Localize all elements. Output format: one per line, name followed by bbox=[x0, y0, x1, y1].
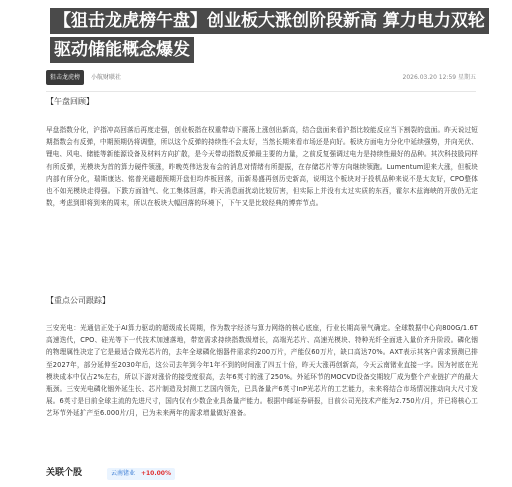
title-line-2: 驱动储能概念爆发 bbox=[50, 37, 194, 63]
author-source[interactable]: 小航财联社 bbox=[91, 74, 122, 81]
section-heading-noon-review: 【午盘回顾】 bbox=[46, 97, 94, 106]
title-line-1: 【狙击龙虎榜午盘】创业板大涨创阶段新高 算力电力双轮 bbox=[50, 8, 489, 34]
column-badge[interactable]: 狙击龙虎榜 bbox=[46, 70, 84, 85]
section-heading-key-company: 【重点公司跟踪】 bbox=[46, 296, 110, 305]
article-meta bbox=[46, 70, 476, 86]
related-stocks-label: 关联个股 bbox=[46, 468, 83, 478]
paragraph-key-company: 三安光电：光通信正处于AI算力驱动的超级成长周期，作为数字经济与算力网络的核心底座，行业长期高景气确定。全球数据中心向800G/1.6T高速迭代，CPO、硅光等下一代技术加速落地，带宽需求持续指数级增长，高端光芯片、高速光模块、特种光纤全面进入量价齐升阶段。磷化铟的物理属性决定了它是最适合做光芯片的，去年全球磷化铟器件需求约200万片，产能仅60万片，缺口高达70%。AXT表示其客户需求预测已排至2027年，部分延伸至2030年后，这公司去年到今年1年不到的时间涨了四五十倍，昨天大涨再创新高，今天云南锗业直接一字。因为衬底在光模块成本中仅占2%左右，所以下游对涨价的接受度很高，去年6英寸的涨了250%。外延环节的MOCVD设备交期较厂成为整个产业链扩产的最大瓶颈。三安光电磷化铟外延生长、芯片制造及封测工艺国内领先，已具备量产6英寸InP光芯片的工艺能力，未来将结合市场情况推动向大尺寸发展。6英寸是目前全球主流的先进尺寸，国内仅有少数企业具备量产能力。根据中邮证券研报，目前公司光技术产能为2.750片/月，并已将核心工艺环节外延扩产至6.000片/月，已为未来两年的需求增量做好准备。 bbox=[46, 324, 478, 418]
stock-change: +10.00% bbox=[140, 470, 171, 477]
publish-datetime: 2026.03.20 12:59 星期五 bbox=[402, 74, 476, 81]
paragraph-noon-review: 早盘指数分化，沪指冲高回落后再度走强，创业板指在权重带动下震荡上涨创出新高，结合盘面来看沪指比较能反应当下割裂的盘面。昨天说过短期指数会有反弹，中期预期仍将调整，所以这个反弹的持续性不会太好，当然长期来看市场还是向好。板块方面电力分化中延续强势，并向光伏、锂电、风电、储能等新能源设备及材料方向扩散，是今天带动指数反弹最主要的力量，之前反复强调过电力是持续性最好的品种。其次科技股同样有所反弹，光模块为首的算力硬件领涨，昨晚英伟达发布会的消息对情绪有所提振，在存储芯片等方向继续领跑。Lumentum迎来大涨，但板块内部有所分化，瑞斯康达、铭普光磁超预期开盘但均炸板回落，而新易盛再创历史新高，说明这个板块对于投机品种来说不是太友好，CPO整体也不如光模块走得强。下跌方面油气、化工集体回落，昨天消息面扰动比较厉害，但实际上并没有太过实质的东西，霍尔木兹海峡的开放仍无定数，考虑到即将到来的周末，所以在板块大幅回落的环境下，下午又是比较经典的博弈节点。 bbox=[46, 126, 478, 208]
header-divider bbox=[46, 91, 476, 92]
stock-name: 云南锗业 bbox=[111, 470, 136, 477]
related-stock-chip[interactable] bbox=[107, 468, 175, 480]
article-title bbox=[50, 8, 490, 66]
